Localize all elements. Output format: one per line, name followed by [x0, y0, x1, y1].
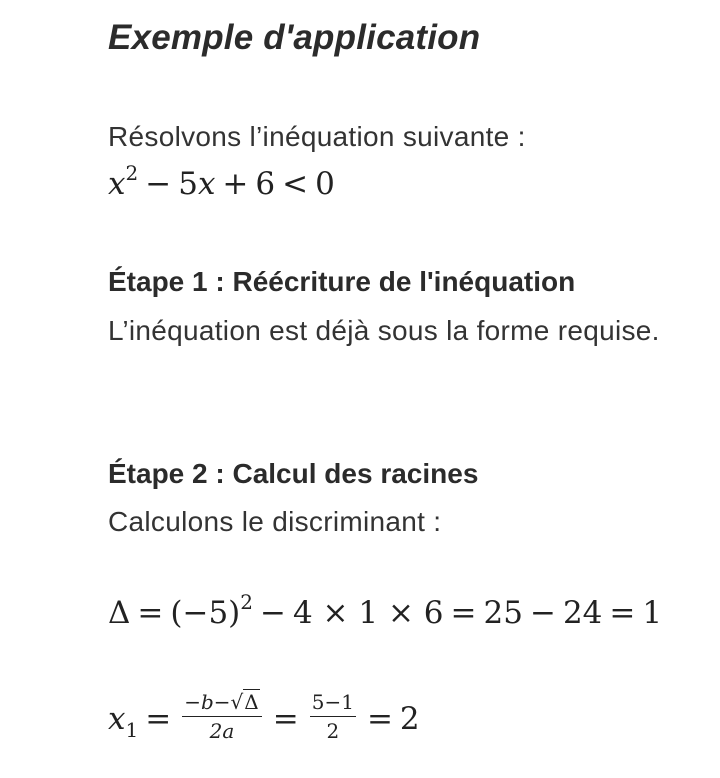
fraction-numerator: 5−1 [310, 690, 356, 717]
step2-body: Calculons le discriminant : [108, 506, 442, 537]
coefficient: 5 [178, 166, 198, 202]
discriminant-result: 1 [642, 595, 663, 631]
minus-sign-1: − [260, 595, 286, 631]
step1-body: L’inéquation est déjà sous la forme requise. [108, 315, 660, 346]
root1-result: 2 [399, 701, 420, 737]
fraction-denominator: 2a [209, 719, 235, 743]
equals-sign-3: = [609, 595, 636, 631]
numeric-fraction [310, 690, 356, 743]
discriminant-formula [108, 590, 663, 631]
value-25: 25 [483, 595, 523, 631]
constant: 6 [255, 166, 276, 202]
step1-heading: Étape 1 : Réécriture de l'inéquation [108, 266, 576, 297]
fraction-denominator: 2 [326, 719, 340, 743]
subscript: 1 [125, 718, 139, 742]
exponent: 2 [240, 590, 253, 614]
intro-text: Résolvons l’inéquation suivante : [108, 121, 526, 152]
equals-sign-2: = [272, 701, 299, 737]
var-x: x [108, 166, 126, 202]
value-24: 24 [562, 595, 603, 631]
step2-heading: Étape 2 : Calcul des racines [108, 458, 479, 489]
radicand: Δ [244, 690, 259, 714]
var-x-2: x [197, 166, 216, 202]
equals-sign-2: = [450, 595, 477, 631]
exponent: 2 [125, 161, 139, 185]
minus-sign: − [145, 166, 172, 202]
less-than-sign: < [282, 166, 309, 202]
sqrt-expression [231, 690, 260, 714]
plus-sign: + [222, 166, 249, 202]
var-x: x [108, 701, 126, 737]
equals-sign-1: = [145, 701, 172, 737]
delta-symbol: Δ [108, 595, 131, 631]
equals-sign-3: = [366, 701, 393, 737]
root1-formula [108, 690, 420, 747]
equals-sign-1: = [137, 595, 164, 631]
fraction-numerator [182, 690, 262, 717]
squared-base: (−5) [170, 595, 241, 631]
minus-sign-2: − [529, 595, 556, 631]
inequation-formula [108, 161, 335, 202]
numerator-prefix: −b− [184, 690, 231, 714]
page-title: Exemple d'application [108, 18, 481, 57]
rhs-value: 0 [315, 166, 335, 202]
product: 4 × 1 × 6 [292, 595, 444, 631]
sqrt-icon: √ [230, 690, 244, 714]
quadratic-fraction [182, 690, 262, 743]
